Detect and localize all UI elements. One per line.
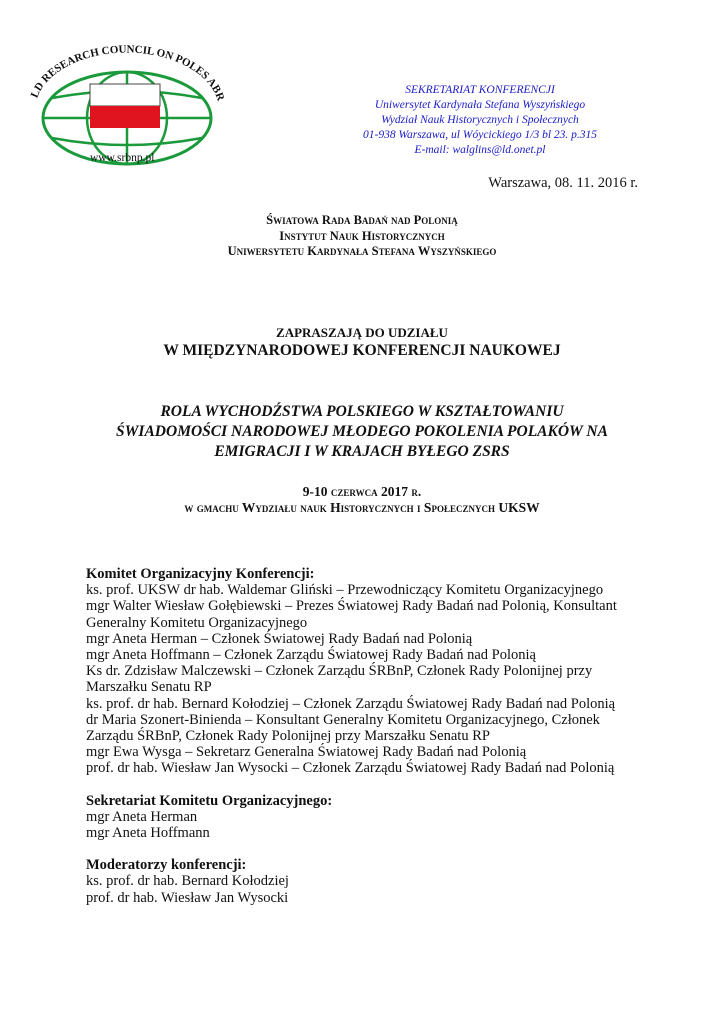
moderator: ks. prof. dr hab. Bernard Kołodziej — [86, 873, 289, 890]
invitation-line-2: W MIĘDZYNARODOWEJ KONFERENCJI NAUKOWEJ — [163, 342, 561, 359]
invitation-line-1: ZAPRASZAJĄ DO UDZIAŁU — [276, 325, 448, 340]
organizer-line: Instytut Nauk Historycznych — [279, 228, 445, 243]
secretariat-member: mgr Aneta Hoffmann — [86, 825, 210, 842]
committee-member: mgr Walter Wiesław Gołębiewski – Prezes Światowej Rady Badań nad Polonią, Konsultant Generalny Komitetu Organizacyjnego — [86, 598, 617, 631]
secretariat-line: Wydział Nauk Historycznych i Społecznych — [381, 114, 579, 126]
secretariat-contact — [330, 83, 630, 158]
committee-heading: Komitet Organizacyjny Konferencji: — [86, 566, 315, 582]
organizer-line: Uniwersytetu Kardynała Stefana Wyszyńskiego — [227, 244, 497, 258]
committee-member: mgr Aneta Herman – Członek Światowej Rady Badań nad Polonią — [86, 630, 473, 647]
title-line: ŚWIADOMOŚCI NARODOWEJ MŁODEGO POKOLENIA POLAKÓW NA — [116, 423, 608, 440]
secretariat-line: 01-938 Warszawa, ul Wóycickiego 1/3 bl 23. p.315 — [362, 129, 598, 141]
conference-when — [0, 484, 724, 516]
organizer-line: Światowa Rada Badań nad Polonią — [266, 213, 458, 227]
moderators-heading: Moderatorzy konferencji: — [86, 857, 247, 874]
committee-member: Ks dr. Zdzisław Malczewski – Członek Zarządu ŚRBnP, Członek Rady Polonijnej przy Marszałku Senatu RP — [86, 663, 593, 696]
conference-title — [100, 402, 624, 462]
committee-member: prof. dr hab. Wiesław Jan Wysocki – Członek Zarządu Światowej Rady Badań nad Polonią — [86, 760, 615, 777]
conference-place: w gmachu Wydziału nauk Historycznych i Społecznych UKSW — [184, 500, 540, 515]
letter-date: Warszawa, 08. 11. 2016 r. — [488, 175, 638, 191]
flag-white — [90, 84, 160, 106]
secretariat-heading: Sekretariat Komitetu Organizacyjnego: — [86, 792, 333, 809]
committee-member: mgr Ewa Wysga – Sekretarz Generalna Światowej Rady Badań nad Polonią — [86, 744, 527, 761]
organizers — [0, 213, 724, 260]
flag-red — [90, 106, 160, 128]
logo-url[interactable]: www.srbnp.pl — [90, 152, 155, 164]
committee-member: ks. prof. UKSW dr hab. Waldemar Gliński – Przewodniczący Komitetu Organizacyjnego — [86, 582, 604, 599]
srbnp-logo — [26, 40, 228, 168]
secretariat-email[interactable]: E-mail: walglins@ld.onet.pl — [414, 144, 546, 156]
secretariat-line: SEKRETARIAT KONFERENCJI — [405, 84, 555, 96]
title-line: EMIGRACJI I W KRAJACH BYŁEGO ZSRS — [214, 443, 510, 460]
committee-member: dr Maria Szonert-Binienda – Konsultant Generalny Komitetu Organizacyjnego, Członek Zarządu ŚRBnP, Członek Rady Polonijnej przy Marszałku Senatu RP — [86, 711, 600, 745]
conference-date: 9-10 czerwca 2017 r. — [302, 484, 422, 499]
committee-member: mgr Aneta Hoffmann – Członek Zarządu Światowej Rady Badań nad Polonią — [86, 647, 536, 664]
logo-arc-text: LD RESEARCH COUNCIL ON POLES ABR — [28, 43, 227, 103]
secretariat-line: Uniwersytet Kardynała Stefana Wyszyńskiego — [374, 99, 586, 111]
moderator: prof. dr hab. Wiesław Jan Wysocki — [86, 889, 289, 906]
secretariat-member: mgr Aneta Herman — [86, 808, 198, 825]
title-line: ROLA WYCHODŹSTWA POLSKIEGO W KSZTAŁTOWANIU — [160, 403, 564, 420]
committee-member: ks. prof. dr hab. Bernard Kołodziej – Członek Zarządu Światowej Rady Badań nad Polonią — [86, 695, 616, 712]
invitation — [0, 325, 724, 360]
document-body — [86, 566, 646, 906]
globe-flag-icon — [26, 40, 228, 168]
